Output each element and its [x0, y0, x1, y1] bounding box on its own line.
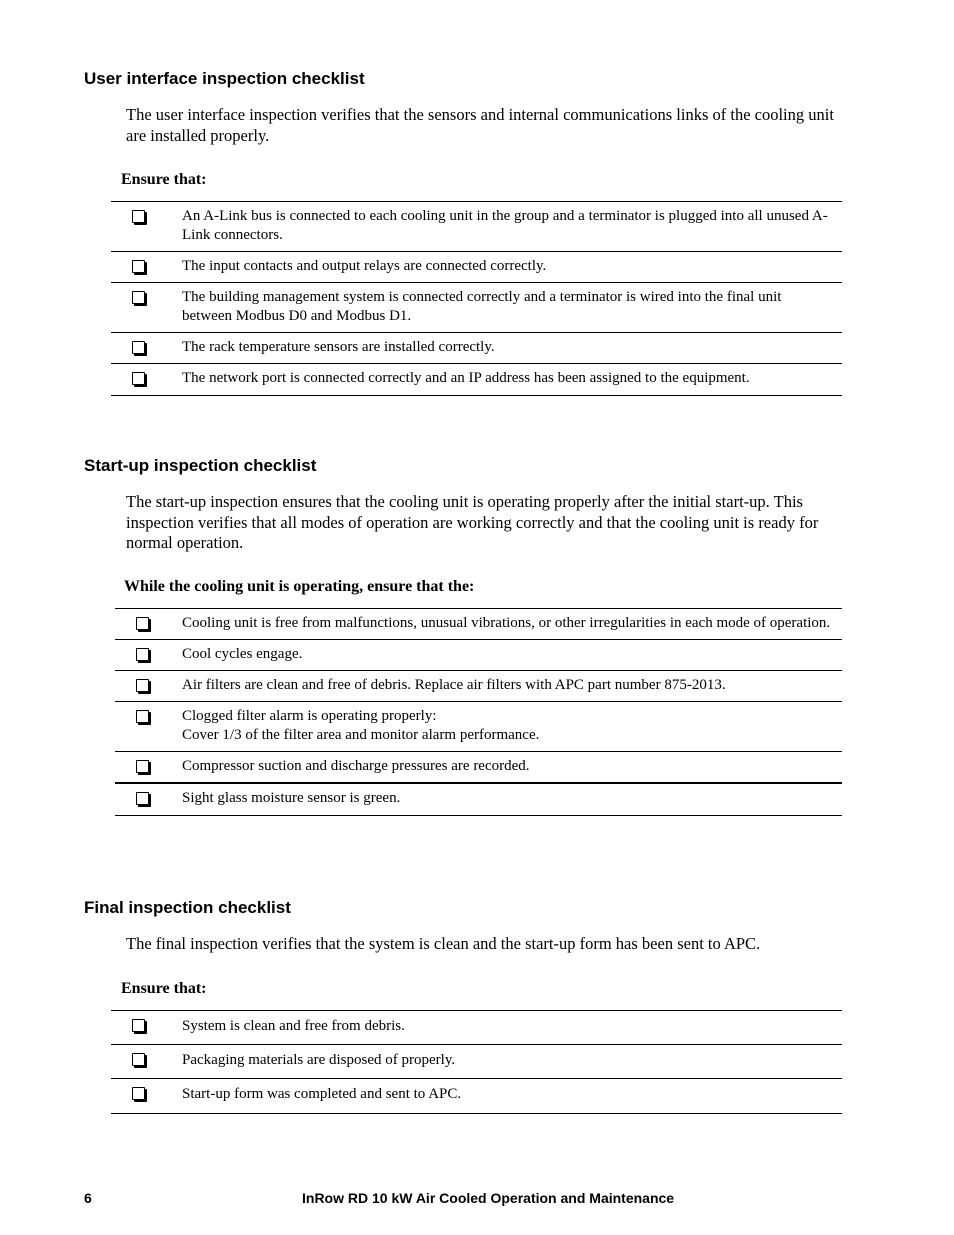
checkbox-icon[interactable] [136, 792, 149, 805]
checklist-item-text: Cooling unit is free from malfunctions, unusual vibrations, or other irregularities in each mode of operation. [182, 615, 831, 631]
checkbox-icon[interactable] [132, 291, 145, 304]
section-heading-start-up: Start-up inspection checklist [84, 456, 317, 475]
checklist-item [111, 252, 842, 283]
checklist-item [115, 702, 842, 752]
checklist-item [111, 283, 842, 333]
page-number: 6 [84, 1190, 92, 1206]
checklist-item-text: Cover 1/3 of the filter area and monitor alarm performance. [182, 727, 540, 743]
checkbox-icon[interactable] [136, 679, 149, 692]
checklist-item [115, 752, 842, 784]
checklist-item-text: Cool cycles engage. [182, 646, 303, 662]
checklist-item [111, 333, 842, 364]
checkbox-icon[interactable] [132, 372, 145, 385]
checkbox-icon[interactable] [132, 341, 145, 354]
checklist-item [111, 1045, 842, 1079]
section-intro-user-interface: The user interface inspection verifies that the sensors and internal communications links of the cooling unit are installed properly. [126, 105, 834, 145]
section-heading-user-interface: User interface inspection checklist [84, 69, 365, 88]
checklist-item [111, 364, 842, 396]
checklist-item-text: Clogged filter alarm is operating properly: [182, 708, 437, 724]
section-heading-final: Final inspection checklist [84, 898, 291, 917]
checklist-item-text: Packaging materials are disposed of properly. [182, 1052, 456, 1068]
ensure-that-label: Ensure that: [121, 980, 207, 997]
checkbox-icon[interactable] [136, 710, 149, 723]
checklist-final [111, 1010, 842, 1114]
checklist-item-text: The building management system is connected correctly and a terminator is wired into the final unit between Modbus D0 and Modbus D1. [182, 289, 782, 324]
checkbox-icon[interactable] [132, 210, 145, 223]
document-title: InRow RD 10 kW Air Cooled Operation and Maintenance [302, 1190, 675, 1206]
checklist-item [115, 784, 842, 816]
checklist-item-text: The input contacts and output relays are connected correctly. [182, 258, 547, 274]
checkbox-icon[interactable] [136, 760, 149, 773]
checkbox-icon[interactable] [132, 1019, 145, 1032]
checklist-user-interface [111, 201, 842, 396]
checklist-item-text: Compressor suction and discharge pressures are recorded. [182, 758, 530, 774]
checkbox-icon[interactable] [132, 260, 145, 273]
checkbox-icon[interactable] [132, 1053, 145, 1066]
checklist-item [111, 202, 842, 252]
checklist-item-text: The network port is connected correctly and an IP address has been assigned to the equipment. [182, 370, 750, 386]
checkbox-icon[interactable] [136, 617, 149, 630]
checklist-item-text: System is clean and free from debris. [182, 1018, 405, 1034]
checklist-item-text: An A-Link bus is connected to each cooling unit in the group and a terminator is plugged into all unused A-Link connectors. [182, 208, 828, 243]
checklist-item [115, 609, 842, 640]
checklist-item [115, 640, 842, 671]
section-intro-final: The final inspection verifies that the system is clean and the start-up form has been sent to APC. [126, 934, 761, 953]
checklist-item [111, 1011, 842, 1045]
checklist-item-text: Sight glass moisture sensor is green. [182, 790, 401, 806]
checklist-item-text: Air filters are clean and free of debris. Replace air filters with APC part number 875-2013. [182, 677, 726, 693]
section-intro-start-up: The start-up inspection ensures that the cooling unit is operating properly after the initial start-up. This inspection verifies that all modes of operation are working correctly and that the cooling unit is ready for normal operation. [126, 492, 819, 552]
checklist-item-text: Start-up form was completed and sent to APC. [182, 1086, 462, 1102]
checklist-start-up [115, 608, 842, 816]
checklist-item [111, 1079, 842, 1114]
checkbox-icon[interactable] [136, 648, 149, 661]
ensure-that-label: Ensure that: [121, 171, 207, 188]
checklist-item-text: The rack temperature sensors are installed correctly. [182, 339, 495, 355]
checklist-item [115, 671, 842, 702]
ensure-that-label: While the cooling unit is operating, ensure that the: [124, 578, 475, 595]
checkbox-icon[interactable] [132, 1087, 145, 1100]
